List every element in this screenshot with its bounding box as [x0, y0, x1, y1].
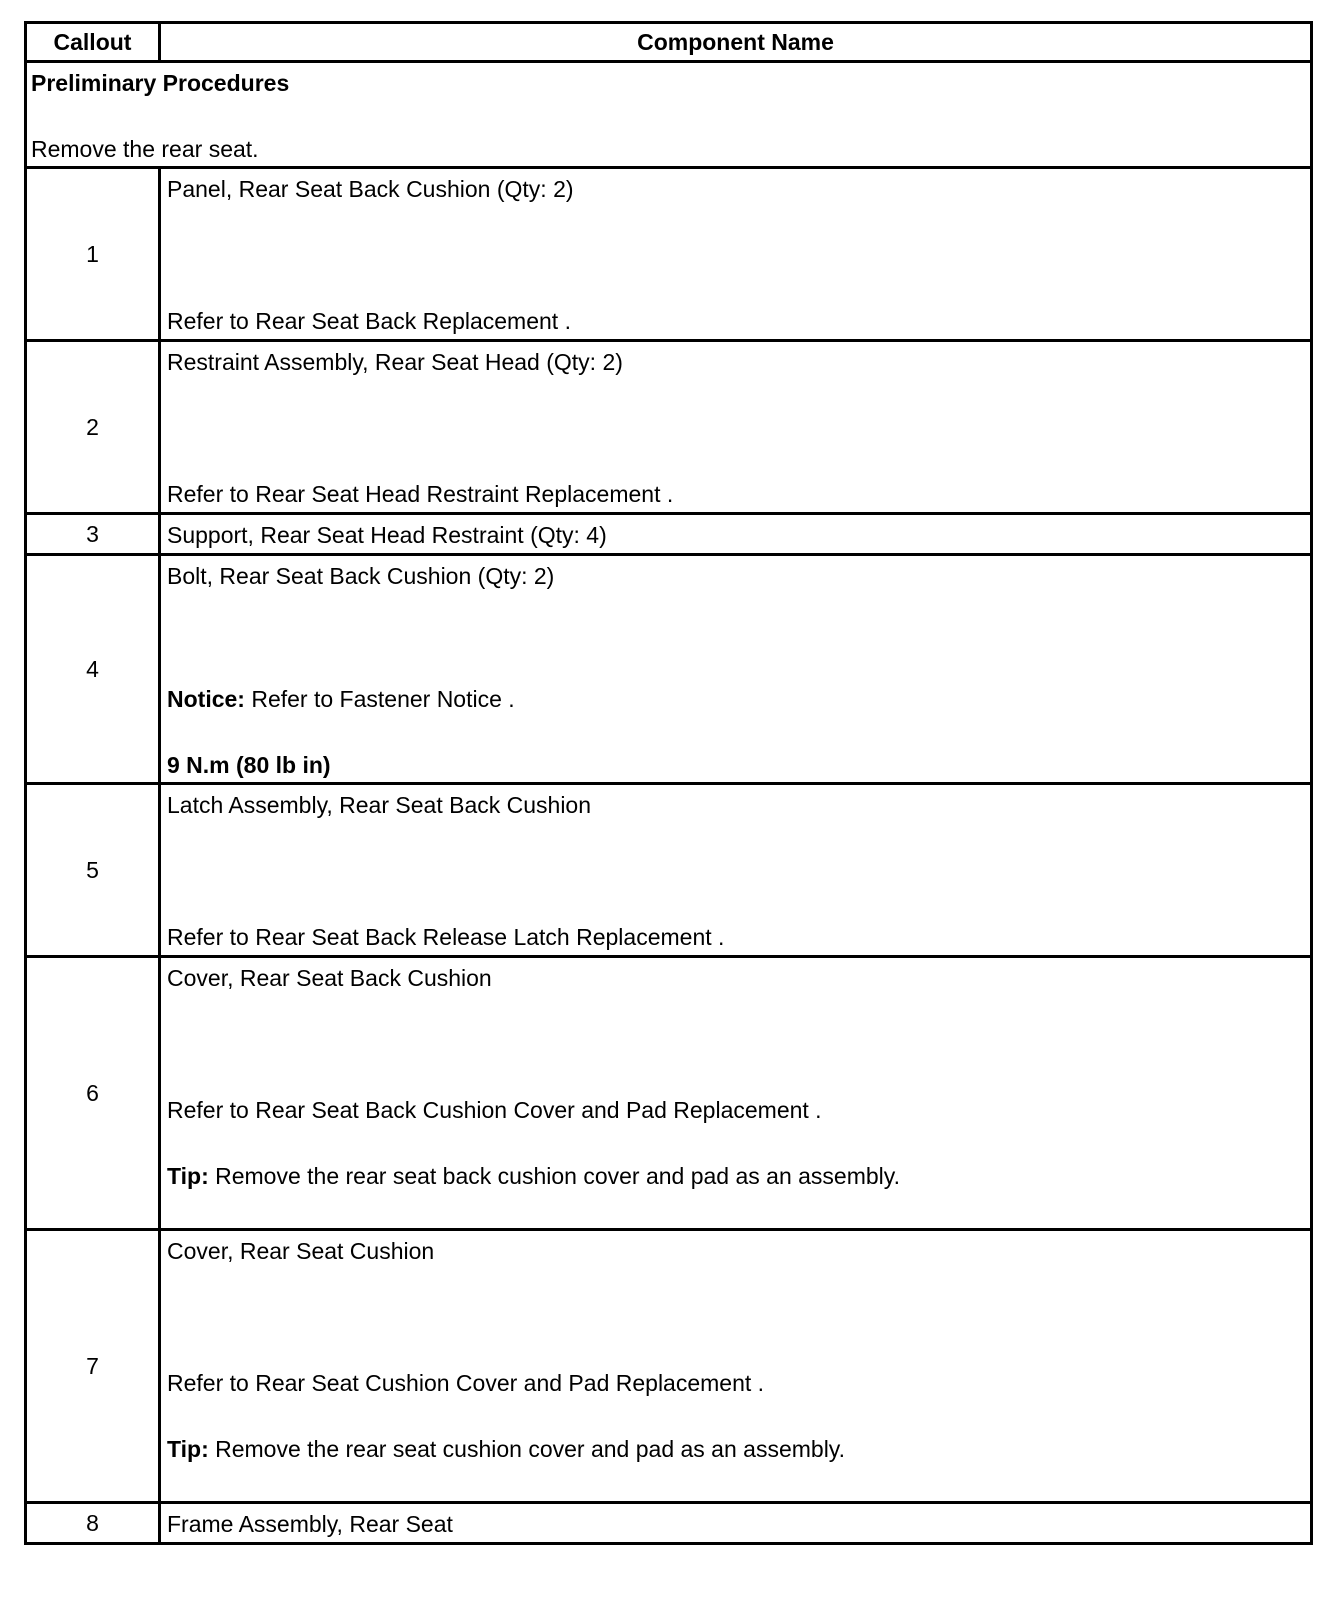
table-row [26, 1503, 1312, 1544]
component-name: Support, Rear Seat Head Restraint (Qty: 4) [167, 522, 607, 548]
table-row [26, 555, 1312, 784]
component-table [24, 21, 1313, 1545]
table-row [26, 1230, 1312, 1503]
tip-text: Remove the rear seat back cushion cover and pad as an assembly. [208, 1163, 900, 1189]
component-name: Frame Assembly, Rear Seat [167, 1511, 453, 1537]
tip-line [167, 1160, 1304, 1193]
component-cell [160, 555, 1312, 784]
table-row [26, 168, 1312, 341]
tip-label: Tip: [167, 1163, 209, 1189]
header-callout: Callout [26, 23, 160, 62]
preliminary-title: Preliminary Procedures [31, 70, 290, 96]
tip-label: Tip: [167, 1436, 209, 1462]
component-name: Cover, Rear Seat Back Cushion [167, 965, 492, 991]
callout-cell: 3 [26, 514, 160, 555]
reference-text: Refer to Rear Seat Back Cushion Cover and Pad Replacement . [167, 1097, 822, 1123]
preliminary-cell [26, 62, 1312, 168]
callout-cell: 7 [26, 1230, 160, 1503]
reference-text: Refer to Rear Seat Head Restraint Replacement . [167, 481, 674, 507]
callout-cell: 5 [26, 784, 160, 957]
tip-line [167, 1433, 1304, 1466]
callout-cell: 6 [26, 957, 160, 1230]
table-row [26, 957, 1312, 1230]
component-name: Panel, Rear Seat Back Cushion (Qty: 2) [167, 176, 574, 202]
component-cell [160, 1230, 1312, 1503]
component-name: Cover, Rear Seat Cushion [167, 1238, 435, 1264]
component-cell [160, 957, 1312, 1230]
component-cell [160, 784, 1312, 957]
component-name: Latch Assembly, Rear Seat Back Cushion [167, 792, 592, 818]
component-cell [160, 341, 1312, 514]
component-cell [160, 168, 1312, 341]
callout-cell: 2 [26, 341, 160, 514]
reference-text: Refer to Rear Seat Cushion Cover and Pad Replacement . [167, 1370, 765, 1396]
callout-cell: 1 [26, 168, 160, 341]
component-cell [160, 1503, 1312, 1544]
reference-text: Refer to Rear Seat Back Release Latch Replacement . [167, 924, 725, 950]
table-row [26, 514, 1312, 555]
preliminary-step: Remove the rear seat. [31, 136, 259, 162]
preliminary-row [26, 62, 1312, 168]
tip-text: Remove the rear seat cushion cover and pad as an assembly. [208, 1436, 845, 1462]
reference-text: Refer to Rear Seat Back Replacement . [167, 308, 571, 334]
component-name: Bolt, Rear Seat Back Cushion (Qty: 2) [167, 563, 555, 589]
component-cell [160, 514, 1312, 555]
notice-line [167, 683, 1304, 716]
notice-text: Refer to Fastener Notice . [244, 686, 515, 712]
callout-cell: 4 [26, 555, 160, 784]
table-row [26, 784, 1312, 957]
component-name: Restraint Assembly, Rear Seat Head (Qty: 2) [167, 349, 623, 375]
torque-spec: 9 N.m (80 lb in) [167, 752, 331, 778]
header-component-name: Component Name [160, 23, 1312, 62]
callout-cell: 8 [26, 1503, 160, 1544]
table-row [26, 341, 1312, 514]
notice-label: Notice: [167, 686, 245, 712]
table-header-row [26, 23, 1312, 62]
